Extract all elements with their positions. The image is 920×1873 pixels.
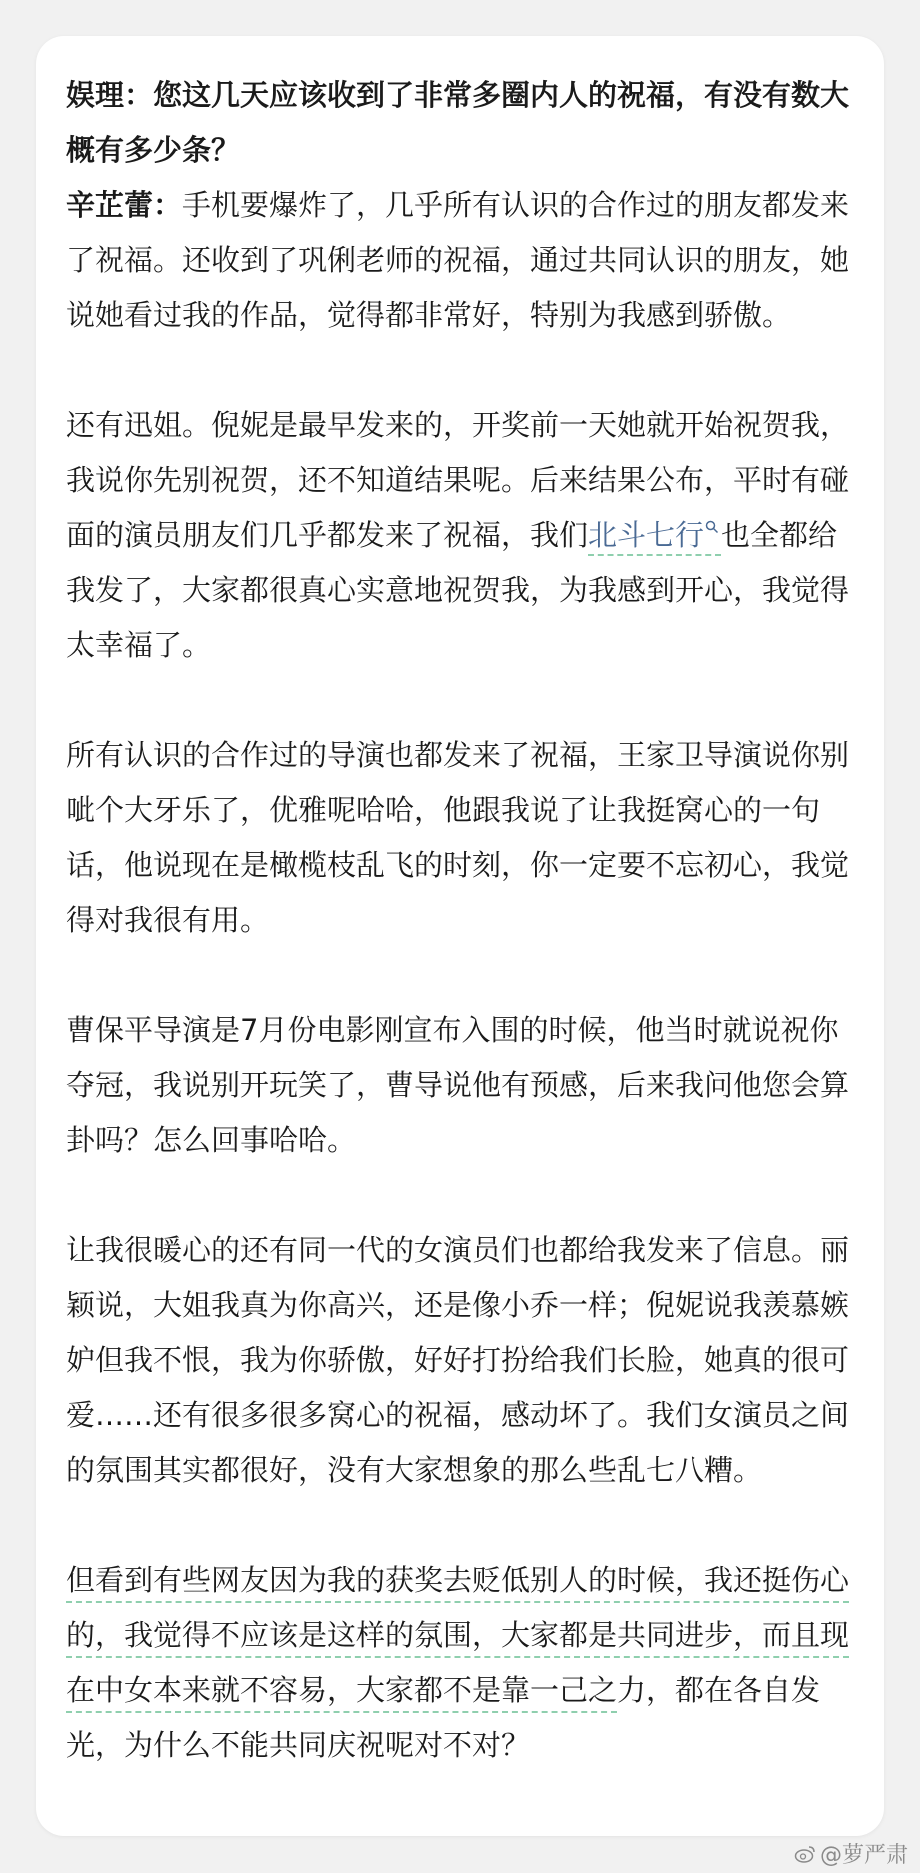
question-paragraph [66,68,866,178]
answer-paragraph [66,178,866,343]
answer-speaker: 辛芷蕾： [66,188,183,222]
paragraph-4: 曹保平导演是7月份电影刚宣布入围的时候，他当时就说祝你夺冠，我说别开玩笑了，曹导说他有预感，后来我问他您会算卦吗？怎么回事哈哈。 [66,1013,850,1157]
article-body [66,68,866,1773]
paragraph-3: 所有认识的合作过的导演也都发来了祝福，王家卫导演说你别呲个大牙乐了，优雅呢哈哈，他跟我说了让我挺窝心的一句话，他说现在是橄榄枝乱飞的时刻，你一定要不忘初心，我觉得对我很有用。 [66,738,850,937]
watermark-text: @萝严肃 [819,1843,908,1868]
paragraph-6 [66,1553,866,1773]
keyword-link-text: 北斗七行 [588,518,705,552]
article-card [36,36,884,1836]
question-speaker: 娱理： [66,78,154,112]
highlighted-sentence[interactable]: 但看到有些网友因为我的获奖去贬低别人的时候，我还挺伤心的，我觉得不应该是这样的氛围，大家都是共同进步，而且现在中女本来就不容易，大家都不是靠一己之 [66,1563,849,1713]
paragraph-2-text-before: 还有迅姐。倪妮是最早发来的，开奖前一天她就开始祝贺我，我说你先别祝贺，还不知道结果呢。后来结果公布，平时有碰面的演员朋友们几乎都发来了祝福，我们 [66,408,850,552]
paragraph-2 [66,398,866,673]
paragraph-5: 让我很暖心的还有同一代的女演员们也都给我发来了信息。丽颖说，大姐我真为你高兴，还是像小乔一样；倪妮说我羡慕嫉妒但我不恨，我为你骄傲，好好打扮给我们长脸，她真的很可爱……还有很多很多窝心的祝福，感动坏了。我们女演员之间的氛围其实都很好，没有大家想象的那么些乱七八糟。 [66,1233,850,1487]
search-icon [705,520,719,534]
question-text: 您这几天应该收到了非常多圈内人的祝福，有没有数大概有多少条？ [66,78,850,167]
weibo-icon [794,1844,816,1864]
paragraph-6-rest: 力，都在各自发光，为什么不能共同庆祝呢对不对？ [66,1673,821,1762]
keyword-link[interactable] [588,518,721,556]
answer-text: 手机要爆炸了，几乎所有认识的合作过的朋友都发来了祝福。还收到了巩俐老师的祝福，通过共同认识的朋友，她说她看过我的作品，觉得都非常好，特别为我感到骄傲。 [66,188,850,332]
watermark [794,1838,908,1869]
paragraph-2-text-after: 也全都给我发了，大家都很真心实意地祝贺我，为我感到开心，我觉得太幸福了。 [66,518,850,662]
